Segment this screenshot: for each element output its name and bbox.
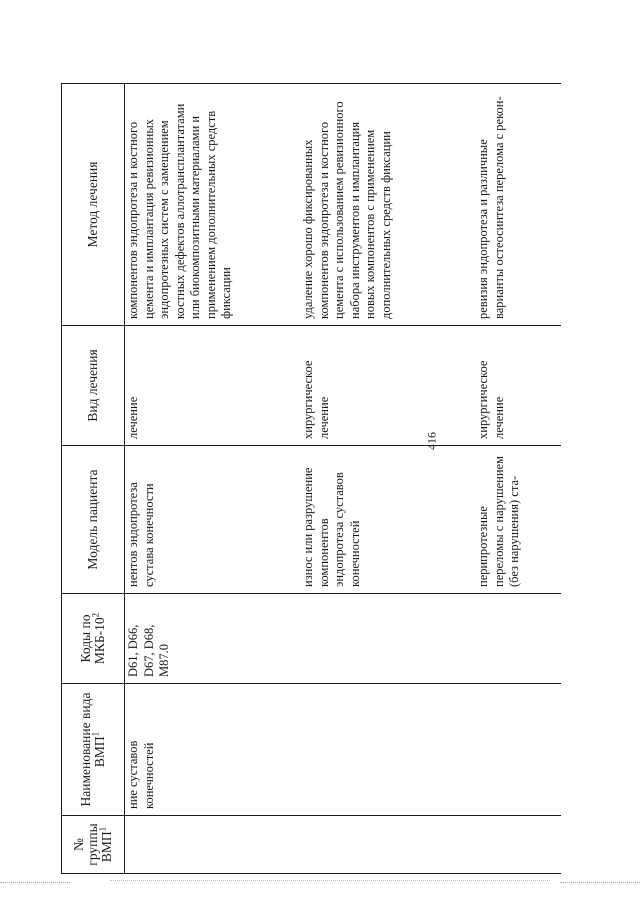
header-method: Метод лечения — [62, 84, 125, 326]
cell-method: компонентов эндопротеза и костного цемента и имплантация ревизионных эндопротезных систем с замещением костных дефектов аллотрансплантатами или биокомпозитными материалами и применением дополнительных средств фиксации — [125, 84, 301, 326]
cell-patient-model: износ или разрушение компонентов эндопротеза суставов конечностей — [300, 446, 475, 594]
header-treatment-type: Вид лечения — [62, 326, 125, 446]
scan-edge-mark — [560, 882, 640, 883]
cell-group-no — [125, 816, 301, 874]
table-header-row — [62, 84, 125, 874]
cell-treatment-type: хирургическое лечение — [300, 326, 475, 446]
cell-name: ние суставов конечностей — [125, 684, 301, 816]
cell-codes — [300, 594, 475, 684]
cell-group-no — [300, 816, 475, 874]
cell-treatment-type: хирургическое лечение — [475, 326, 561, 446]
scan-edge-mark — [0, 882, 70, 883]
header-name: Наименование вида ВМП$^1$ — [62, 684, 125, 816]
cell-patient-model: перипротезные переломы с нарушением (без нарушения) ста- — [475, 446, 561, 594]
cell-treatment-type: лечение — [125, 326, 301, 446]
cell-group-no — [475, 816, 561, 874]
cell-patient-model: нентов эндопротеза сустава конечности — [125, 446, 301, 594]
table-row — [475, 84, 561, 874]
header-codes: Коды по МКБ-$10^2$ — [62, 594, 125, 684]
cell-method: ревизия эндопротеза и различные варианты остеосинтеза перелома с рекон- — [475, 84, 561, 326]
cell-method: удаление хорошо фиксированных компонентов эндопротеза и костного цемента с использованием ревизионного набора инструментов и имплантация новых компонентов с применением дополнительных средств фиксации — [300, 84, 475, 326]
treatment-table — [61, 83, 561, 874]
header-group-no: № группы ВМП$^1$ — [62, 816, 125, 874]
table-row — [125, 84, 301, 874]
table-row — [300, 84, 475, 874]
cell-codes — [475, 594, 561, 684]
cell-name — [300, 684, 475, 816]
page-number: 416 — [424, 432, 439, 450]
header-patient-model: Модель пациента — [62, 446, 125, 594]
cell-name — [475, 684, 561, 816]
rotated-table-container — [61, 84, 561, 874]
scan-edge-mark — [110, 880, 550, 881]
cell-codes: D61, D66, D67, D68, M87.0 — [125, 594, 301, 684]
